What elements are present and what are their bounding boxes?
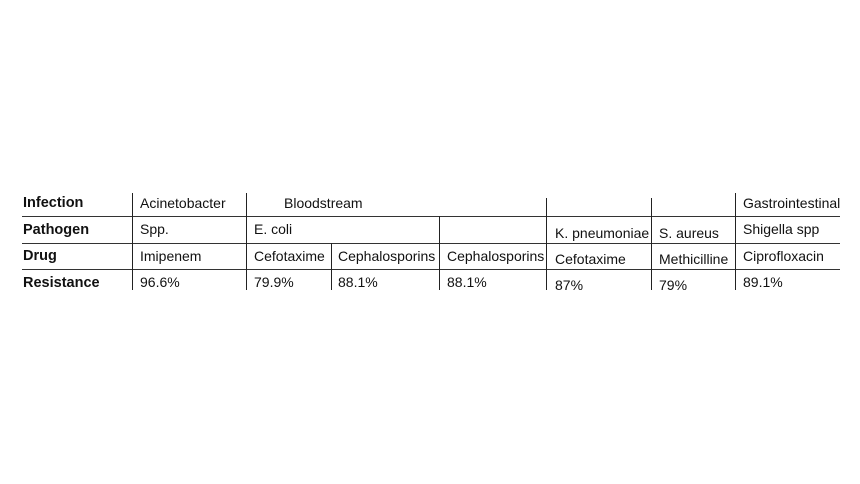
row-divider-2 [22, 243, 840, 244]
resistance-cefotaxime-1: 79.9% [254, 274, 294, 290]
pathogen-saureus: S. aureus [659, 225, 719, 241]
row-label-resistance: Resistance [23, 275, 100, 291]
row-label-pathogen: Pathogen [23, 222, 90, 238]
infection-bloodstream: Bloodstream [284, 195, 363, 211]
resistance-cephalosporins-2: 88.1% [447, 274, 487, 290]
row-divider-3 [22, 269, 840, 270]
drug-cefotaxime-2: Cefotaxime [555, 251, 626, 267]
row-label-infection: Infection [23, 195, 84, 211]
infection-acinetobacter: Acinetobacter [140, 195, 226, 211]
drug-imipenem: Imipenem [140, 248, 202, 264]
drug-ciprofloxacin: Ciprofloxacin [743, 248, 824, 264]
pathogen-kpneumoniae: K. pneumoniae [555, 225, 650, 241]
col-divider-4 [439, 216, 440, 290]
resistance-imipenem: 96.6% [140, 274, 180, 290]
resistance-ciprofloxacin: 89.1% [743, 274, 783, 290]
pathogen-spp: Spp. [140, 221, 169, 237]
col-divider-5 [546, 198, 547, 290]
col-divider-7 [735, 193, 736, 290]
row-divider-1 [22, 216, 840, 217]
resistance-cefotaxime-2: 87% [555, 277, 584, 293]
drug-cefotaxime-1: Cefotaxime [254, 248, 325, 264]
drug-cephalosporins-1: Cephalosporins [338, 248, 436, 264]
resistance-cephalosporins-1: 88.1% [338, 274, 378, 290]
drug-cephalosporins-2: Cephalosporins [447, 248, 545, 264]
col-divider-2 [246, 193, 247, 290]
infection-gastrointestinal: Gastrointestinal [743, 195, 841, 211]
col-divider-3 [331, 243, 332, 290]
resistance-methicilline: 79% [659, 277, 688, 293]
row-label-drug: Drug [23, 248, 57, 264]
col-divider-1 [132, 193, 133, 290]
pathogen-ecoli: E. coli [254, 221, 293, 237]
drug-methicilline: Methicilline [659, 251, 729, 267]
col-divider-6 [651, 198, 652, 290]
pathogen-shigella: Shigella spp [743, 221, 820, 237]
